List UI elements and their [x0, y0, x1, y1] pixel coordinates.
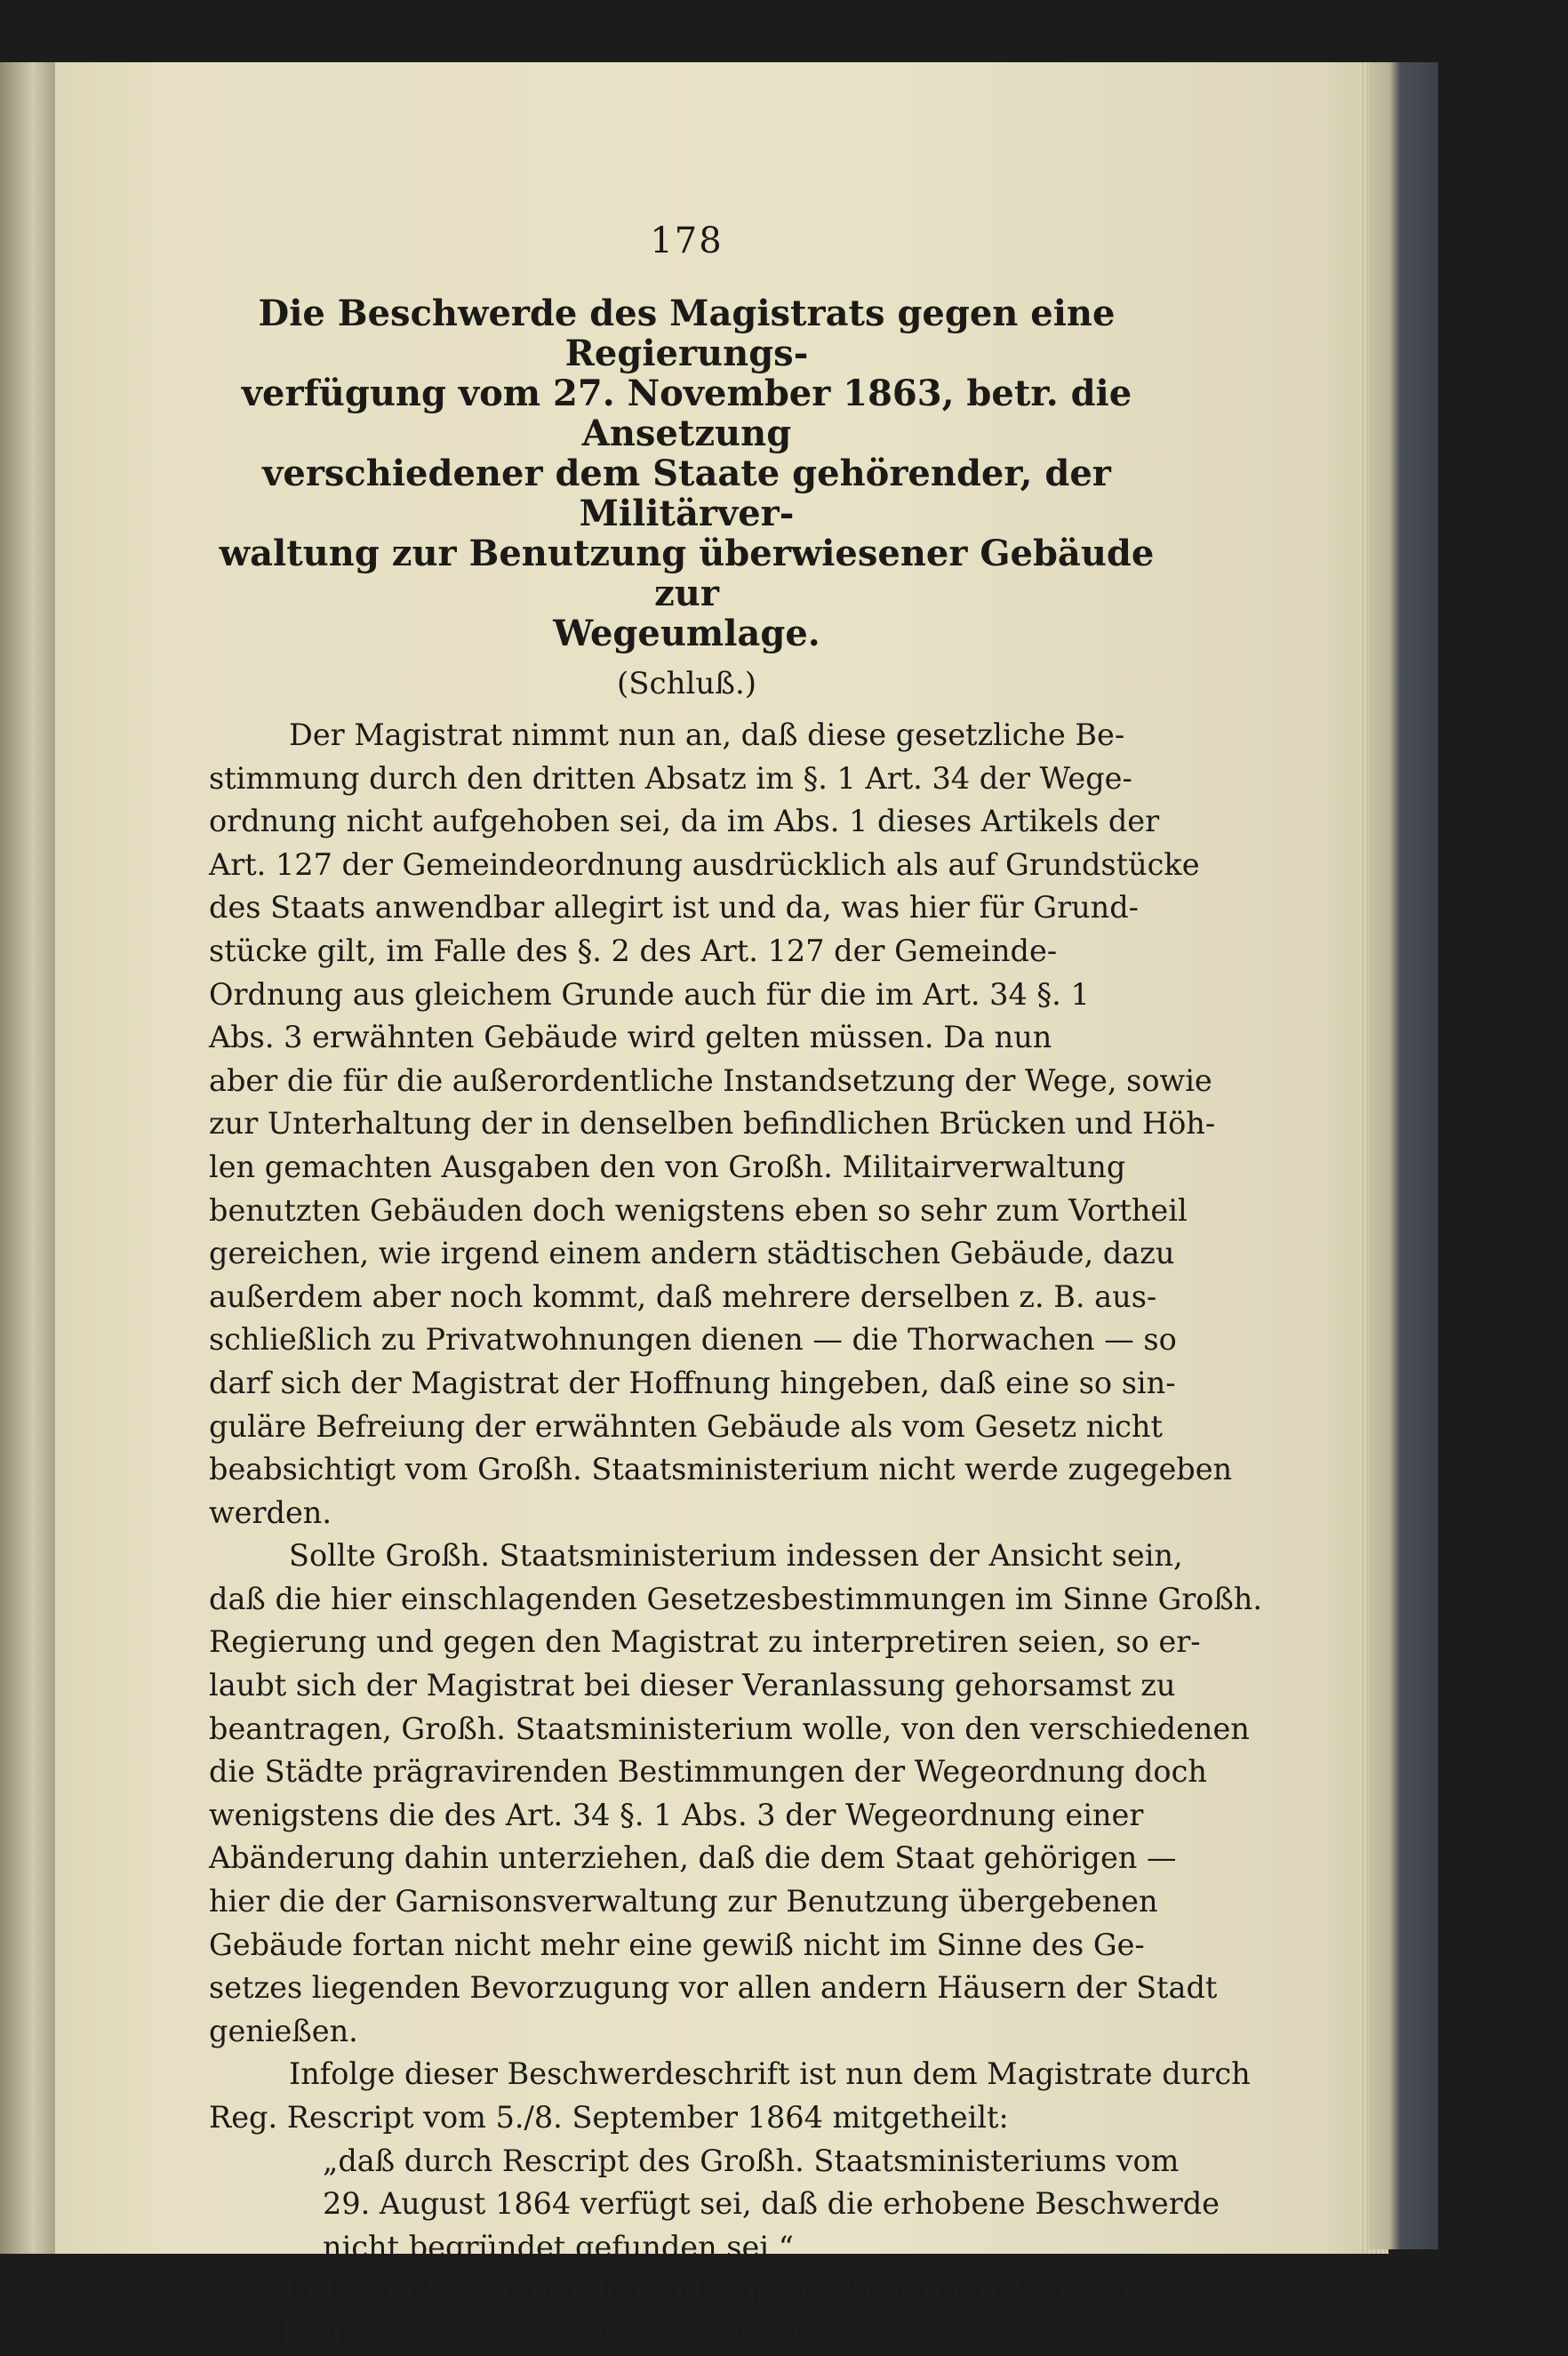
title-line: Wegeumlage.: [553, 613, 820, 654]
paragraph-2: [209, 1535, 1263, 2053]
text-line: die Städte prägravirenden Bestimmungen der Wegeordnung doch: [209, 1754, 1207, 1790]
paragraph-1: [209, 714, 1233, 1535]
text-line: Abänderung dahin unterziehen, daß die dem Staat gehörigen —: [209, 1840, 1177, 1876]
text-line: Abs. 3 erwähnten Gebäude wird gelten müssen. Da nun: [209, 1020, 1052, 1055]
title-line: waltung zur Benutzung überwiesener Gebäude zur: [219, 533, 1155, 614]
text-line: benutzten Gebäuden doch wenigstens eben so sehr zum Vortheil: [209, 1192, 1188, 1228]
text-line: des Staats anwendbar allegirt ist und da, was hier für Grund-: [209, 890, 1139, 926]
text-line: daß die hier einschlagenden Gesetzesbestimmungen im Sinne Großh.: [209, 1581, 1263, 1616]
text-line: gereichen, wie irgend einem andern städtischen Gebäude, dazu: [209, 1236, 1175, 1271]
title-line: Die Beschwerde des Magistrats gegen eine Regierungs-: [258, 292, 1116, 374]
text-line: Der Magistrat nimmt nun an, daß diese gesetzliche Be-: [289, 717, 1125, 752]
text-line: aber die für die außerordentliche Instandsetzung der Wege, sowie: [209, 1062, 1212, 1098]
paragraph-4: [209, 2269, 1164, 2355]
text-line: beabsichtigt vom Großh. Staatsministerium nicht werde zugegeben: [209, 1452, 1233, 1487]
text-line: „daß durch Rescript des Großh. Staatsministeriums vom: [323, 2143, 1180, 2178]
text-line: setzes liegenden Bevorzugung vor allen andern Häusern der Stadt: [209, 1970, 1218, 2006]
section-subtitle: (Schluß.): [616, 666, 757, 701]
paragraph-3: [209, 2053, 1251, 2139]
book-cover-edge: [1369, 62, 1438, 2249]
text-line: Infolge dieser Beschwerdeschrift ist nun dem Magistrate durch: [289, 2056, 1251, 2092]
text-line: Gebäude fortan nicht mehr eine gewiß nicht im Sinne des Ge-: [209, 1927, 1145, 1962]
title-line: verschiedener dem Staate gehörender, der Militärver-: [262, 453, 1111, 534]
text-line: ordnung nicht aufgehoben sei, da im Abs. 1 dieses Artikels der: [209, 804, 1160, 839]
text-line: Regierung und gegen den Magistrat zu interpretiren seien, so er-: [209, 1624, 1201, 1660]
text-line: len gemachten Ausgaben den von Großh. Militairverwaltung: [209, 1149, 1126, 1184]
text-line: darf sich der Magistrat der Hoffnung hingeben, daß eine so sin-: [209, 1365, 1176, 1400]
text-line: nicht begründet gefunden sei.“: [323, 2229, 794, 2264]
page-number: 178: [650, 220, 724, 261]
text-line: In Betr. des eventuellen Antrags des Stadtmagistrats auf: [289, 2272, 1148, 2308]
text-line: hier die der Garnisonsverwaltung zur Benutzung übergebenen: [209, 1884, 1158, 1919]
text-line: 29. August 1864 verfügt sei, daß die erhobene Beschwerde: [323, 2186, 1220, 2222]
text-line: guläre Befreiung der erwähnten Gebäude als vom Gesetz nicht: [209, 1408, 1163, 1444]
text-line: stimmung durch den dritten Absatz im §. 1 Art. 34 der Wege-: [209, 760, 1132, 796]
text-line: außerdem aber noch kommt, daß mehrere derselben z. B. aus-: [209, 1278, 1157, 1314]
text-line: zur Unterhaltung der in denselben befindlichen Brücken und Höh-: [209, 1106, 1216, 1142]
text-line: stücke gilt, im Falle des §. 2 des Art. 127 der Gemeinde-: [209, 933, 1058, 968]
text-line: schließlich zu Privatwohnungen dienen — die Thorwachen — so: [209, 1322, 1177, 1358]
chapter-title: [209, 293, 1164, 653]
text-line: genießen.: [209, 2013, 358, 2048]
text-line: Ordnung aus gleichem Grunde auch für die im Art. 34 §. 1: [209, 976, 1090, 1012]
page-content: [209, 220, 1263, 2356]
quoted-decision: [323, 2140, 1220, 2270]
text-line: wenigstens die des Art. 34 §. 1 Abs. 3 der Wegeordnung einer: [209, 1797, 1144, 1832]
title-line: verfügung vom 27. November 1863, betr. die Ansetzung: [241, 373, 1132, 454]
text-line: Aenderung des Art. 34 §. 1 Abs. 3 der Wegeordnung, sei, wie: [209, 2315, 1130, 2351]
text-line: laubt sich der Magistrat bei dieser Veranlassung gehorsamst zu: [209, 1668, 1176, 1703]
text-line: werden.: [209, 1495, 332, 1530]
text-line: Reg. Rescript vom 5./8. September 1864 mitgetheilt:: [209, 2100, 1009, 2135]
facing-page-edge: [0, 62, 55, 2254]
text-line: beantragen, Großh. Staatsministerium wolle, von den verschiedenen: [209, 1711, 1250, 1746]
text-line: Sollte Großh. Staatsministerium indessen der Ansicht sein,: [289, 1538, 1183, 1574]
text-line: Art. 127 der Gemeindeordnung ausdrücklich als auf Grundstücke: [209, 846, 1200, 882]
